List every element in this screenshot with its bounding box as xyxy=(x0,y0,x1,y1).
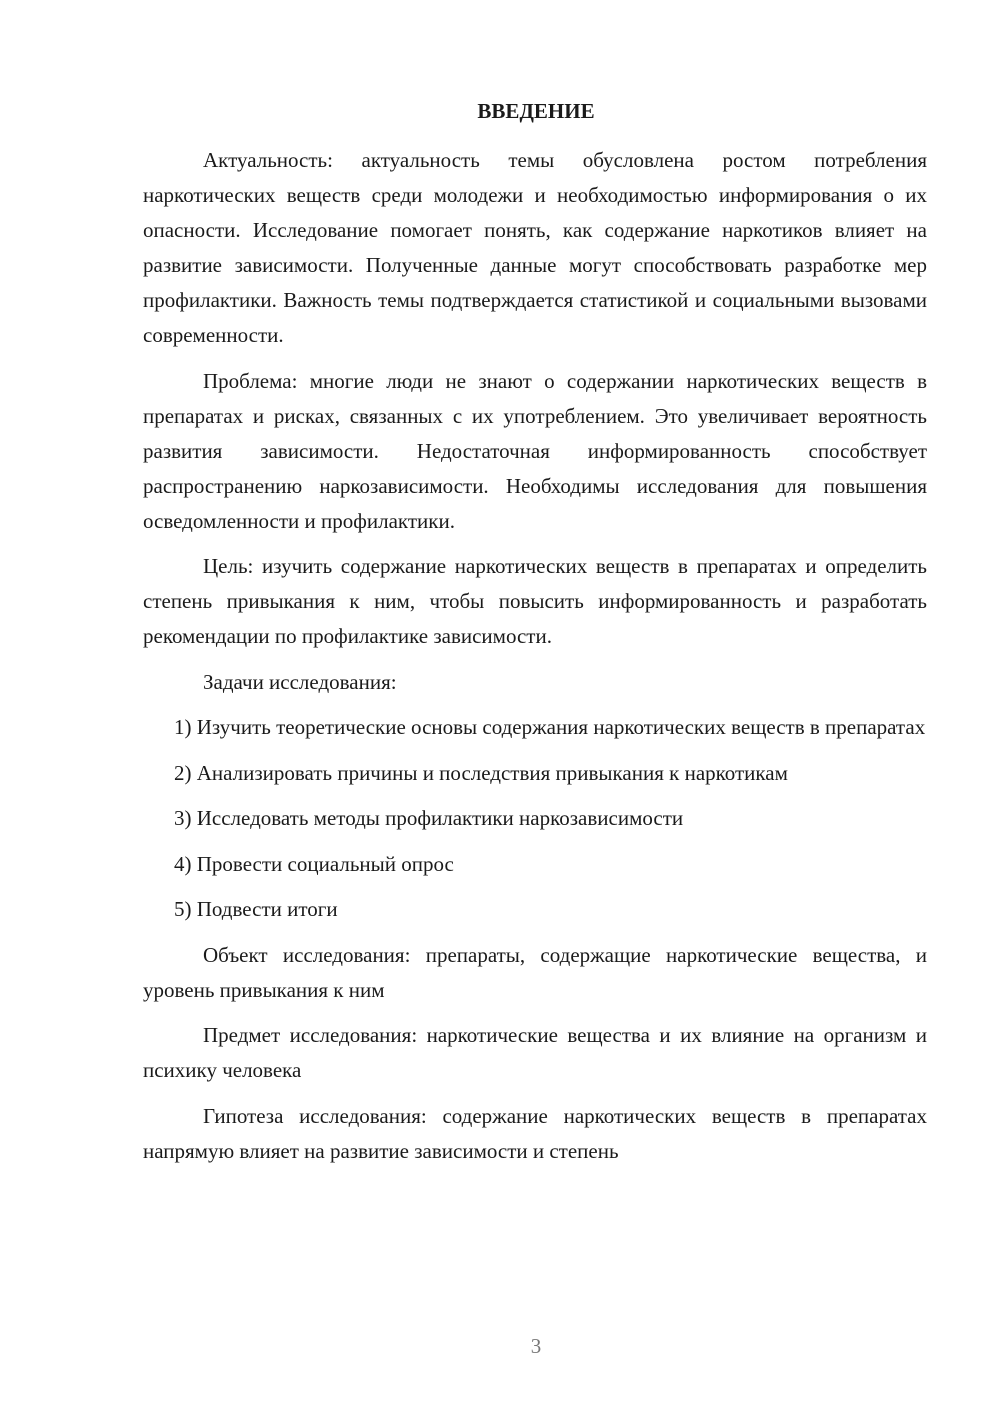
page-number: 3 xyxy=(530,1334,542,1358)
task-item-1: 1) Изучить теоретические основы содержания наркотических веществ в препаратах xyxy=(174,715,926,739)
relevance-paragraph: Актуальность: актуальность темы обусловлена ростом потребления наркотических веществ среди молодежи и необходимостью информирования о их опасности. Исследование помогает понять, как содержание наркотиков влияет на развитие зависимости. Полученные данные могут способствовать разработке мер профилактики. Важность темы подтверждается статистикой и социальными вызовами современности. xyxy=(143,148,927,347)
tasks-title: Задачи исследования: xyxy=(203,669,397,694)
problem-paragraph: Проблема: многие люди не знают о содержании наркотических веществ в препаратах и рисках, связанных с их употреблением. Это увеличивает вероятность развития зависимости. Недостаточная информированность способствует распространению наркозависимости. Необходимы исследования для повышения осведомленности и профилактики. xyxy=(143,368,927,533)
object-paragraph: Объект исследования: препараты, содержащие наркотические вещества, и уровень привыкания к ним xyxy=(143,942,927,1002)
goal-paragraph: Цель: изучить содержание наркотических веществ в препаратах и определить степень привыкания к ним, чтобы повысить информированность и разработать рекомендации по профилактике зависимости. xyxy=(143,554,927,648)
task-item-4: 4) Провести социальный опрос xyxy=(174,851,454,876)
subject-paragraph: Предмет исследования: наркотические вещества и их влияние на организм и психику человека xyxy=(143,1023,927,1082)
task-item-5: 5) Подвести итоги xyxy=(174,897,338,921)
hypothesis-paragraph: Гипотеза исследования: содержание наркотических веществ в препаратах напрямую влияет на развитие зависимости и степень xyxy=(143,1103,927,1163)
task-item-3: 3) Исследовать методы профилактики наркозависимости xyxy=(174,806,684,830)
page-heading: ВВЕДЕНИЕ xyxy=(477,99,595,123)
task-item-2: 2) Анализировать причины и последствия привыкания к наркотикам xyxy=(174,760,788,785)
document-body xyxy=(143,143,927,1179)
